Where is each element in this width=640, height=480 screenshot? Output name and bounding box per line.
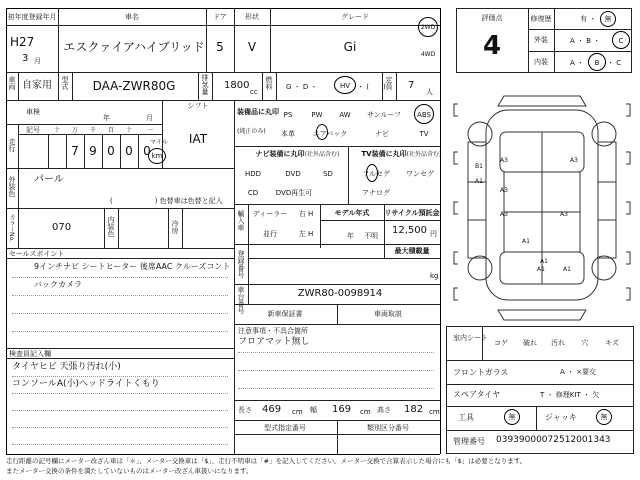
mgmt-value: 03939000072512001343 (496, 435, 611, 445)
mark-a1-4: A1 (537, 266, 545, 273)
capacity-value: 7 (408, 80, 415, 91)
sheet-opt-5: キズ (605, 339, 619, 347)
mileage-unit-1: 十 (53, 127, 61, 134)
km-unit: km (151, 152, 163, 160)
spare-options: T ・ 修理KIT ・ 欠 (540, 391, 600, 399)
chassis-value: ZWR80-0098914 (297, 288, 383, 299)
sheet-opt-1: コゲ (494, 339, 508, 347)
fuel-options: G ・ D ・ (286, 83, 318, 91)
mark-a3-3: A3 (500, 187, 508, 194)
recycle-value: 12,500 (392, 225, 427, 236)
int-options: A ・ (570, 59, 585, 67)
max-load-unit: kg (430, 272, 439, 280)
int-selected: B (594, 59, 600, 67)
sales-line-1: 9インチナビ シートヒーター 後席AAC クルーズコント (34, 262, 231, 271)
drive-2wd: 2WD (420, 24, 436, 31)
score-label: 評価点 (481, 14, 503, 22)
ext-label: 外装 (534, 36, 548, 44)
equip-label: 装備品に丸印 (237, 108, 279, 116)
tools-label: 工具 (458, 413, 474, 422)
reg-date-label: 初年度登録年月 (7, 13, 57, 21)
navi-sub: (社外品含む) (304, 151, 340, 158)
door-count: 5 (216, 40, 224, 54)
door-label: ドア (213, 13, 227, 21)
body-shape: V (247, 40, 257, 54)
length-unit: cm (292, 408, 303, 416)
recycle-label: リサイクル預託金 (384, 209, 440, 217)
fuel-selected: HV (339, 82, 351, 90)
ext-options: A ・ B ・ (570, 37, 601, 45)
color-no-value: 070 (52, 222, 72, 233)
exterior-value: パール (34, 174, 64, 185)
mark-a3-5: A3 (560, 211, 568, 218)
navi-hdd: HDD (244, 170, 262, 178)
tools-value: 無 (508, 413, 516, 421)
grade-label: グレード (341, 13, 369, 21)
equip-pw: PW (311, 111, 323, 119)
manual-label: 車両取説 (374, 310, 402, 318)
equip-navi: ナビ (375, 130, 389, 138)
mileage-digit-4: 0 (107, 144, 115, 158)
import-parallel: 並行 (263, 230, 277, 238)
mark-a3-4: A3 (500, 211, 508, 218)
exterior-label: 外装色 (8, 176, 16, 197)
score-value: 4 (482, 31, 502, 61)
mark-a1-5: A1 (563, 266, 571, 273)
equip-sub: (純正のみ) (237, 128, 266, 135)
shape-label: 形状 (245, 13, 259, 21)
tv-label: TV装備に丸印 (361, 150, 407, 158)
mark-a3-1: A3 (500, 157, 508, 164)
height-unit: cm (429, 408, 440, 416)
model-code: DAA-ZWR80G (92, 79, 176, 93)
import-dealer: ディーラー (252, 210, 288, 218)
car-name: エスクァイアハイブリッド (63, 40, 205, 54)
mileage-symbol-label: 記号 (26, 126, 40, 134)
import-left: 左 H (298, 230, 314, 238)
equip-aw: AW (339, 111, 351, 119)
tv-analog: アナログ (362, 189, 390, 197)
model-year-year: 年 (347, 232, 354, 240)
use-label: 車両 (8, 76, 16, 90)
inspector-line-2: コンソールA(小)ヘッドライトくもり (12, 379, 160, 389)
spare-label: スペアタイヤ (453, 390, 501, 399)
plate-label: 登録番号 (237, 250, 245, 278)
navi-sd: SD (323, 170, 333, 178)
sheet-opt-3: 汚れ (551, 339, 565, 347)
inspection-month: 月 (146, 114, 153, 122)
height-label: 高さ (377, 406, 391, 414)
windshield-label: フロントガラス (453, 368, 509, 377)
model-year-unknown: 不明 (364, 232, 378, 240)
mileage-digit-5: 0 (125, 144, 133, 158)
int-rest: ・ C (607, 59, 622, 67)
mgmt-label: 管理番号 (453, 437, 485, 446)
notes-label: 注意事項・不具合箇所 (238, 327, 308, 335)
mileage-unit-3: 千 (89, 127, 97, 134)
equip-airbag: エアバック (312, 130, 348, 138)
repair-label: 修復歴 (530, 15, 552, 23)
repair-options: 有 ・ (580, 15, 597, 23)
reg-month-unit: 月 (34, 57, 41, 65)
equip-ps: PS (283, 111, 293, 119)
drive-4wd: 4WD (420, 51, 436, 58)
inspector-line-1: タイヤヒビ 天張り汚れ(小) (12, 362, 121, 372)
height-value: 182 (404, 404, 424, 415)
interior-color-label: 内装色 (107, 216, 115, 237)
displacement-label: 排気量 (201, 74, 209, 95)
mile-unit: マイル (150, 139, 168, 146)
length-label: 長さ (238, 406, 252, 414)
inspection-label: 車検 (26, 108, 40, 116)
equip-abs: ABS (417, 111, 431, 119)
car-damage-diagram (448, 92, 636, 324)
mileage-unit-2: 万 (71, 127, 79, 134)
length-value: 469 (262, 404, 282, 415)
import-right: 右 H (298, 210, 314, 218)
notes-value: フロアマット無し (238, 337, 310, 347)
windshield-options: A ・ ×要交 (560, 368, 597, 376)
equip-sunroof: サンルーフ (366, 111, 402, 119)
mark-a3-2: A3 (570, 157, 578, 164)
sheet-opt-4: 穴 (581, 339, 589, 347)
capacity-unit: 人 (426, 88, 433, 96)
navi-dvd-play: DVD再生可 (275, 189, 313, 197)
footer-line-1: 走行距離の記号欄にメーター改ざん車は「＊」、メーター交換車は「$」、走行不明車は「#」を記入してください。メーター交換で合算表示した場合にも「$」は必要となります。 (6, 457, 527, 465)
capacity-label: 定員 (385, 76, 393, 90)
jack-label: ジャッキ (545, 413, 577, 422)
recycle-unit: 円 (430, 230, 437, 238)
footer-line-2: またメーター交換の条件を満たしていないものはメーター改ざん車扱いになります。 (6, 467, 253, 475)
fuel-label: 燃料 (265, 76, 273, 90)
navi-cd: CD (247, 189, 259, 197)
tv-sub: (社外品含む) (406, 151, 442, 158)
fuel-rest: ・ ( ) (357, 83, 386, 91)
equip-leather: 本革 (281, 130, 295, 138)
max-load-label: 最大積載量 (394, 247, 430, 255)
sales-label: セールスポイント (9, 250, 65, 258)
class-label: 類別区分番号 (367, 424, 409, 432)
navi-dvd: DVD (285, 170, 301, 178)
mileage-unit-4: 百 (107, 127, 115, 134)
shift-label: シフト (187, 102, 209, 110)
mileage-digit-3: 9 (89, 144, 97, 158)
inspector-label: 検査員記入欄 (9, 350, 51, 358)
mark-a1-1: A1 (475, 178, 483, 185)
import-label: 輸入車 (237, 210, 245, 231)
navi-label: ナビ装備に丸印 (255, 150, 305, 158)
tv-fullseg: フルセグ (362, 170, 390, 178)
sales-line-2: バックカメラ (34, 280, 82, 289)
displacement-value: 1800 (224, 80, 250, 91)
cc-unit: cc (250, 88, 258, 96)
mileage-unit-6: 一 (146, 127, 154, 134)
model-year-label: モデル年式 (334, 209, 370, 217)
mileage-digit-2: 7 (71, 144, 79, 158)
use-value: 自家用 (22, 80, 52, 91)
int-label: 内装 (534, 58, 548, 66)
car-name-label: 車名 (125, 13, 139, 21)
reg-year: H27 (10, 35, 35, 49)
color-no-label: カラーNo. (8, 214, 15, 242)
mileage-label: 走行 (8, 138, 16, 152)
mark-a1-2: A1 (522, 238, 530, 245)
model-cert-label: 型式指定番号 (264, 424, 306, 432)
sheet-opt-2: 破れ (523, 339, 537, 347)
mileage-digit-6: 0 (143, 144, 151, 158)
width-value: 169 (332, 404, 352, 415)
equip-tv: TV (419, 130, 429, 138)
exterior-note: ( ) 色替車は色替と記入 (110, 197, 223, 205)
grade-value: Gi (343, 40, 357, 54)
jack-value: 無 (600, 413, 608, 421)
width-unit: cm (360, 408, 371, 416)
ext-selected: C (618, 37, 624, 45)
warranty-label: 新車保証書 (267, 310, 303, 318)
tv-oneseg: ワンセグ (406, 170, 434, 178)
cool-label: 冷房 (171, 220, 179, 234)
inspection-year: 年 (103, 114, 110, 122)
shift-value: IAT (188, 132, 208, 146)
chassis-label: 車台番号 (237, 286, 245, 314)
repair-selected: 無 (604, 15, 612, 23)
type-label: 型式 (61, 76, 69, 90)
mileage-unit-5: 十 (125, 127, 133, 134)
interior-sheet-label-1: 室内シート (453, 334, 488, 342)
mark-a1-3: A1 (540, 258, 548, 265)
width-label: 幅 (310, 406, 317, 414)
mark-b1: B1 (475, 163, 483, 170)
reg-month: 3 (22, 53, 29, 64)
